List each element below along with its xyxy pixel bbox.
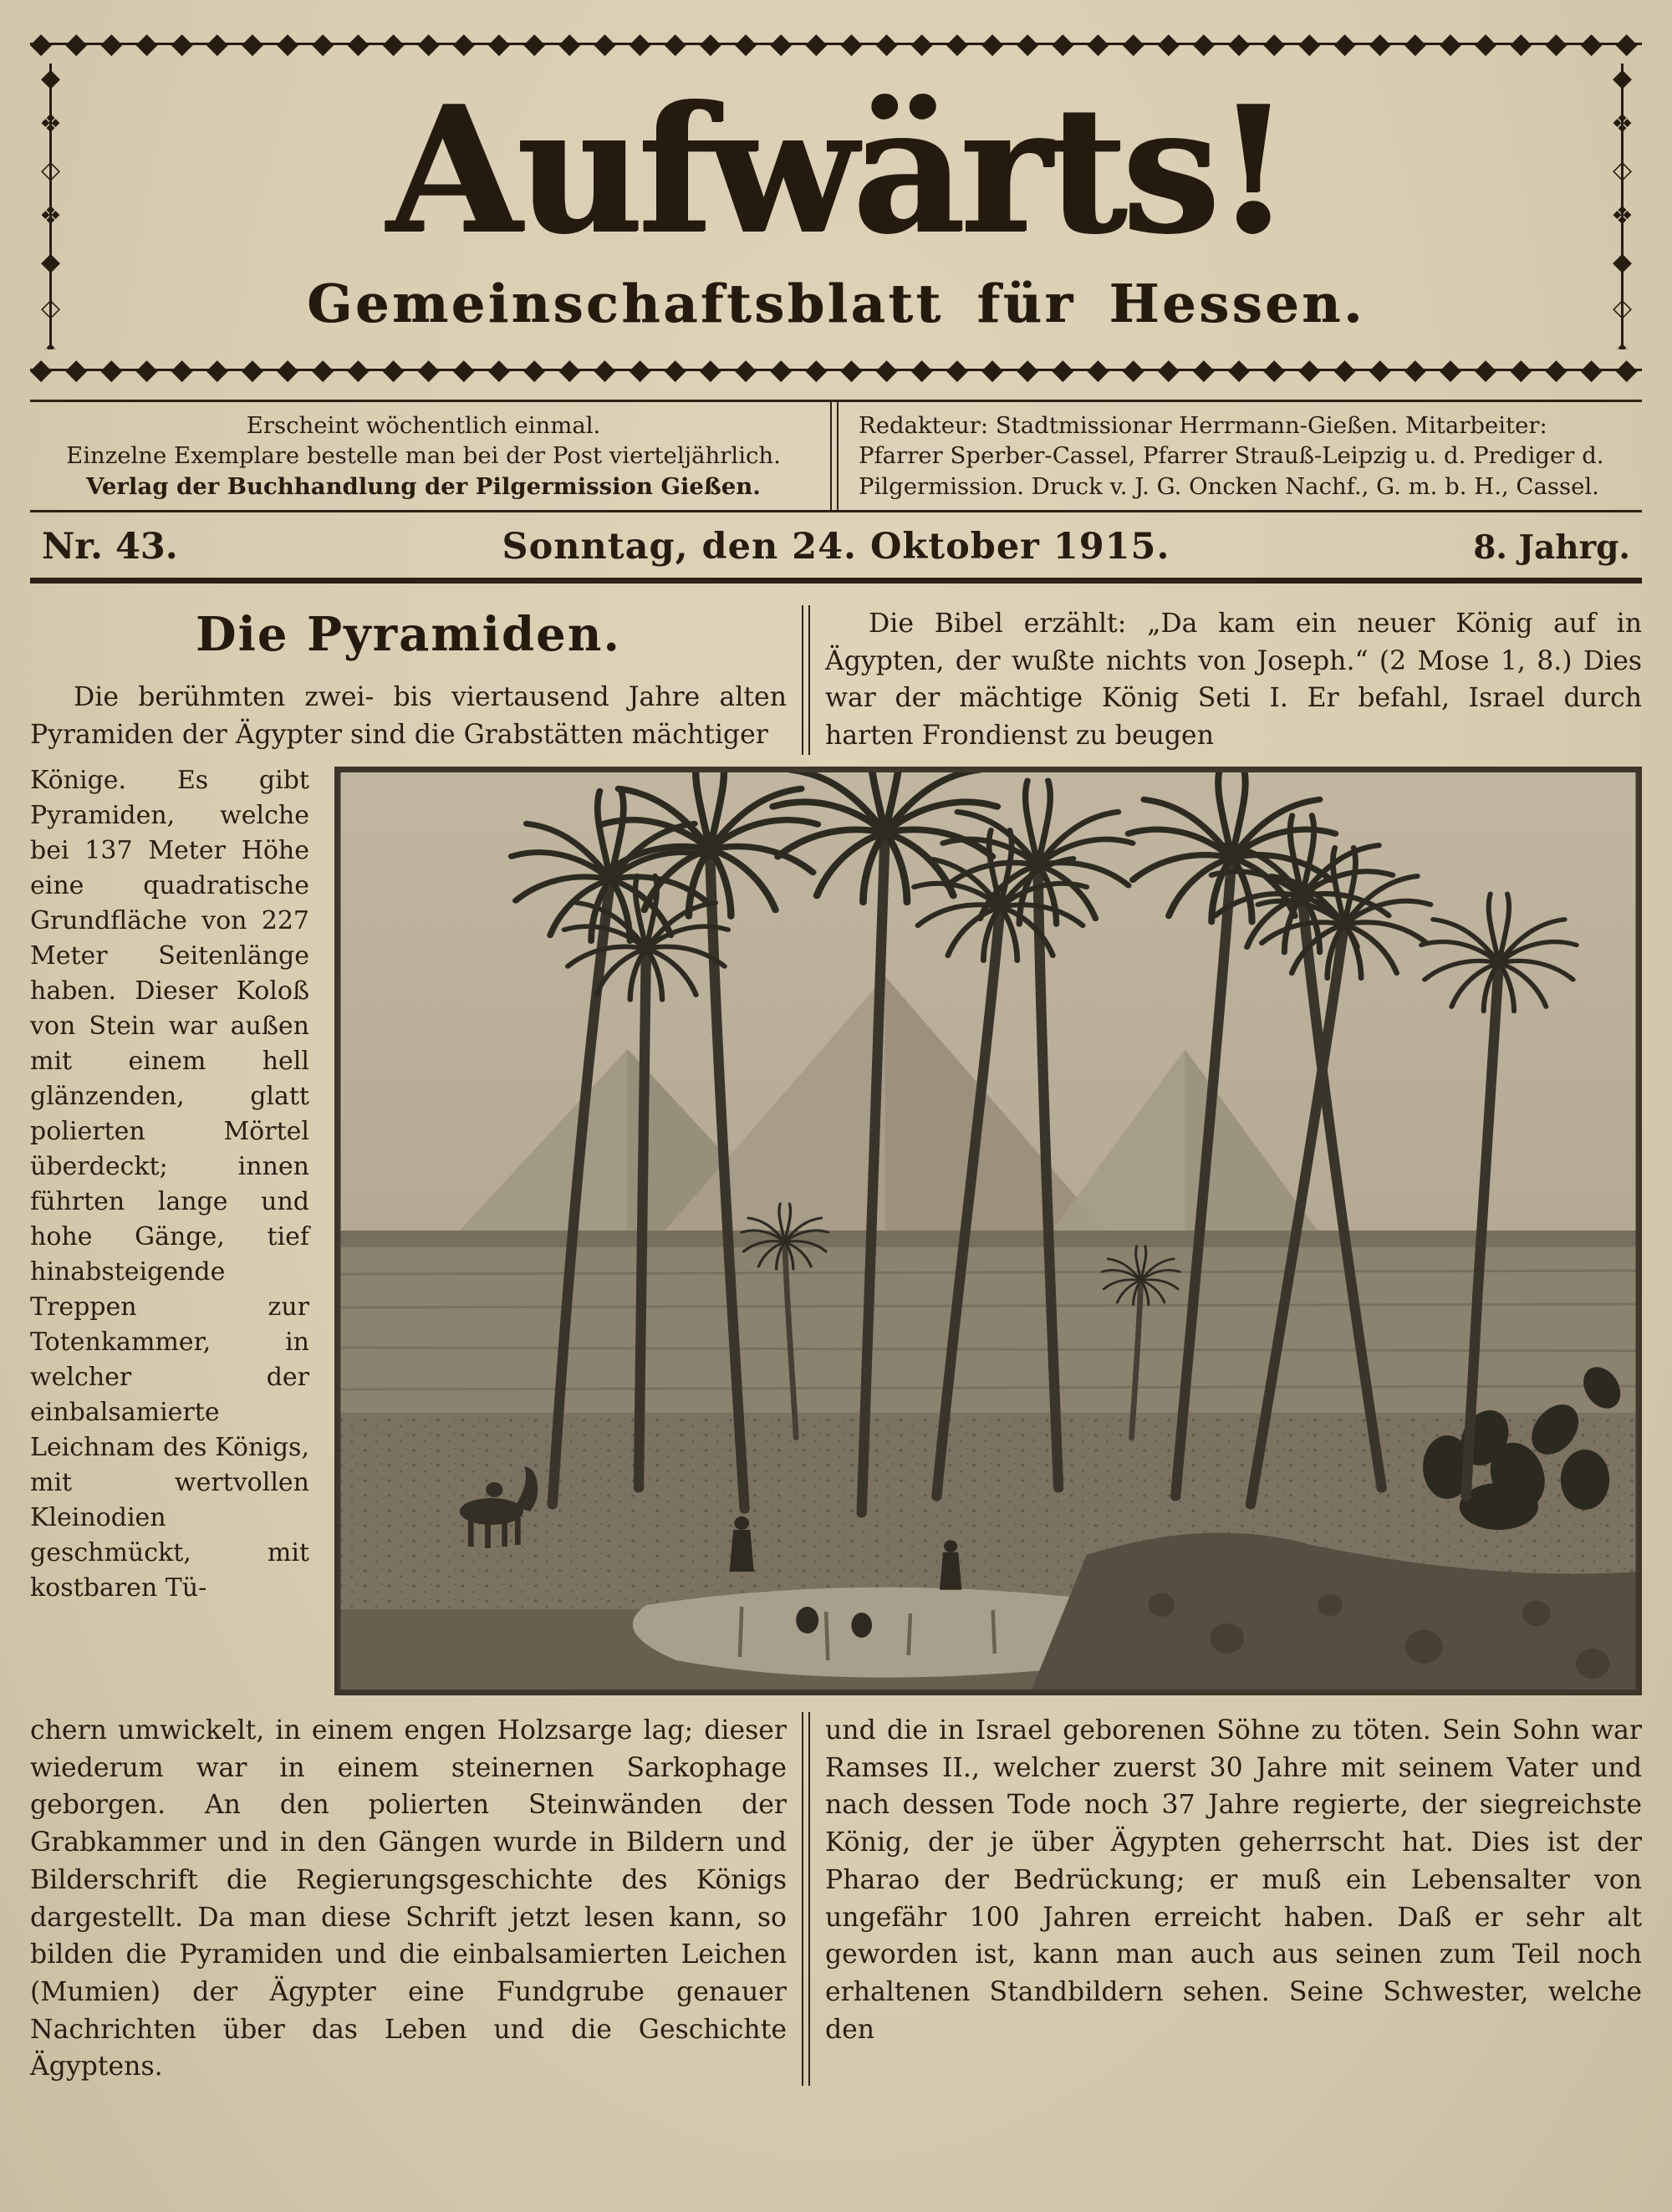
masthead-inner (30, 64, 1642, 349)
imprint-right (844, 410, 1639, 502)
middle-section (30, 763, 1642, 1707)
diamond-border-right (1602, 64, 1642, 349)
imprint-left-line1: Erscheint wöchentlich einmal. (246, 412, 601, 440)
article-intro-right: Die Bibel erzählt: „Da kam ein neuer König auf in Ägypten, der wußte nichts von Joseph.“ (2 Mose 1, 8.) Dies war der mächtige König Seti I. Er befahl, Israel durch harten Frondienst zu beugen (825, 609, 1642, 752)
diamond-border-bottom (30, 349, 1642, 390)
bottom-columns (30, 1712, 1642, 2086)
volume-number: 8. Jahrg. (1473, 528, 1630, 568)
diamond-border-top (30, 23, 1642, 64)
article-headline: Die Pyramiden. (196, 607, 621, 663)
dateline-rule (30, 578, 1642, 584)
imprint-divider (830, 402, 839, 510)
imprint-left-line2: Einzelne Exemplare bestelle man bei der Post vierteljährlich. (66, 442, 781, 470)
column-divider-bottom (802, 1712, 810, 2086)
imprint-left (33, 410, 825, 502)
imprint-right-line1: Redakteur: Stadtmissionar Herrmann-Gießen. Mitarbeiter: (859, 412, 1547, 440)
article-bottom-right: und die in Israel geborenen Söhne zu töten. Sein Sohn war Ramses II., welcher zuerst 30 Jahre mit seinem Vater und nach dessen Tode noch 37 Jahre regierte, der siegreichste König, der je über Ägypten geherrscht hat. Dies ist der Pharao der Bedrückung; er muß ein Lebensalter von ungefähr 100 Jahren erreicht haben. Daß er sehr alt geworden ist, kann man auch aus seinen zum Teil noch erhaltenen Standbildern sehen. Seine Schwester, welche den (825, 1715, 1642, 2045)
publication-date: Sonntag, den 24. Oktober 1915. (502, 526, 1170, 568)
article-photo (334, 767, 1642, 1695)
masthead-frame (30, 23, 1642, 390)
article-intro-left: Die berühmten zwei- bis viertausend Jahre alten Pyramiden der Ägypter sind die Grabstätten mächtiger (30, 682, 787, 750)
column-divider-top (802, 605, 810, 755)
article (30, 605, 1642, 2086)
top-column-left (30, 605, 787, 755)
side-column-text: Könige. Es gibt Pyramiden, welche bei 137 Meter Höhe eine quadratische Grundfläche von 227 Meter Seitenlänge haben. Dieser Koloß von Stein war außen mit einem hell glänzenden, glatt polierten Mörtel überdeckt; innen führten lange und hohe Gänge, tief hinabsteigende Treppen zur Totenkammer, in welcher der einbalsamierte Leichnam des Königs, mit wertvollen Kleinodien geschmückt, mit kostbaren Tü- (30, 765, 309, 1603)
bottom-column-right (825, 1712, 1642, 2086)
article-bottom-left: chern umwickelt, in einem engen Holzsarge lag; dieser wiederum war in einem steinernen Sarkophage geborgen. An den polierten Steinwänden der Grabkammer und in den Gängen wurde in Bildern und Bilderschrift die Regierungsgeschichte des Königs dargestellt. Da man diese Schrift jetzt lesen kann, so bilden die Pyramiden und die einbalsamierten Leichen (Mumien) der Ägypter eine Fundgrube genauer Nachrichten über das Leben und die Geschichte Ägyptens. (30, 1715, 787, 2082)
imprint-row (30, 400, 1642, 512)
imprint-right-line2: Pfarrer Sperber-Cassel, Pfarrer Strauß-Leipzig u. d. Prediger d. (859, 442, 1604, 470)
masthead-subtitle: Gemeinschaftsblatt für Hessen. (307, 273, 1365, 335)
masthead-title: Aufwärts! (386, 69, 1286, 273)
top-column-right (825, 605, 1642, 755)
dateline (30, 512, 1642, 578)
imprint-left-line3: Verlag der Buchhandlung der Pilgermission Gießen. (86, 472, 761, 500)
photo-illustration (337, 769, 1639, 1693)
top-columns (30, 605, 1642, 755)
bottom-column-left (30, 1712, 787, 2086)
issue-number: Nr. 43. (42, 526, 178, 568)
imprint-right-line3: Pilgermission. Druck v. J. G. Oncken Nachf., G. m. b. H., Cassel. (859, 472, 1599, 500)
diamond-border-left (30, 64, 70, 349)
